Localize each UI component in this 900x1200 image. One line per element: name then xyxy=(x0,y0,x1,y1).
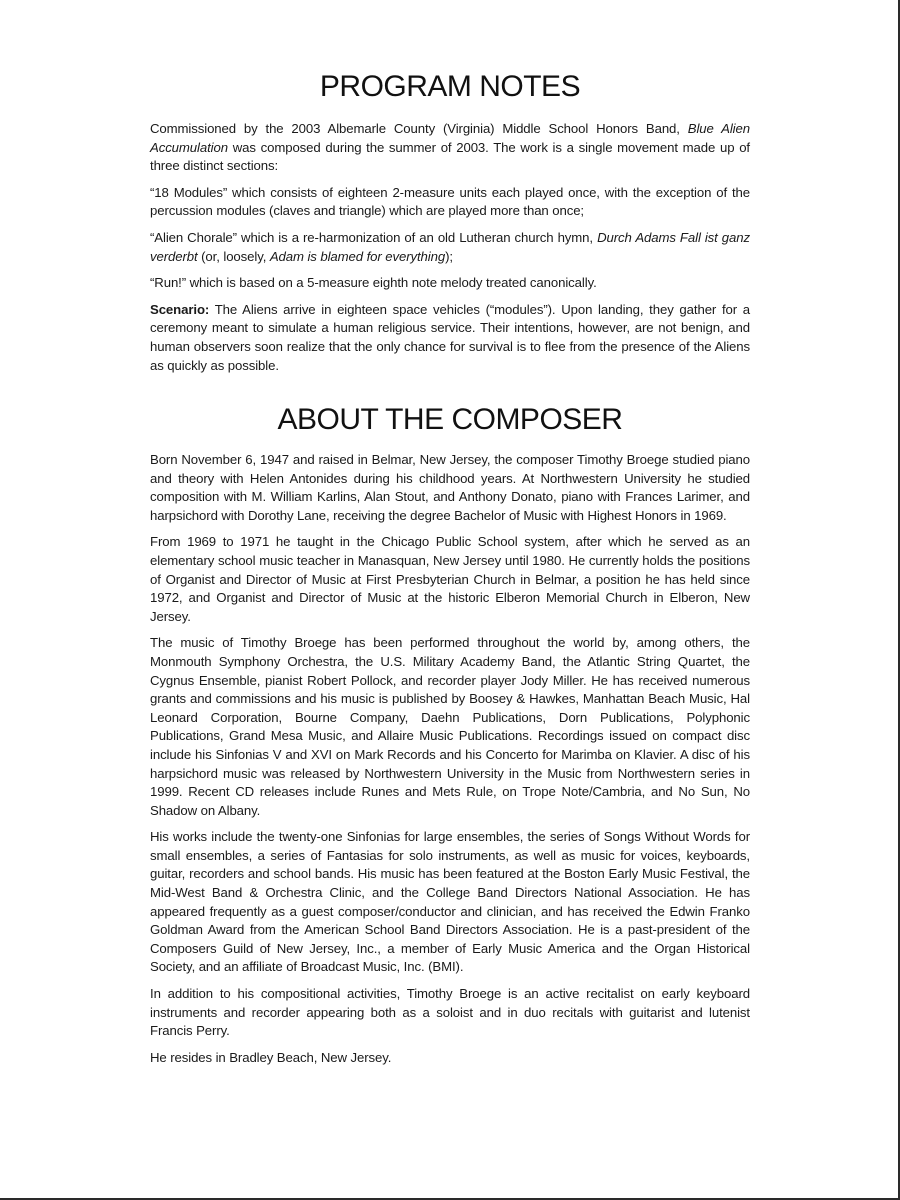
biography-paragraph-3: The music of Timothy Broege has been performed throughout the world by, among others, the Monmouth Symphony Orchestra, the U.S. Military Academy Band, the Atlantic String Quartet, the Cygnus Ensemble, pianist Robert Pollock, and recorder player Jody Miller. He has received numerous grants and commissions and his music is published by Boosey & Hawkes, Manhattan Beach Music, Hal Leonard Corporation, Bourne Company, Daehn Publications, Dorn Publications, Polyphonic Publications, Grand Mesa Music, and Allaire Music Publications. Recordings issued on compact disc include his Sinfonias V and XVI on Mark Records and his Concerto for Marimba on Klavier. A disc of his harpsichord music was released by Northwestern University in the Music from Northwestern series in 1999. Recent CD releases include Runes and Mets Rule, on Trope Note/Cambria, and No Sun, No Shadow on Albany. xyxy=(150,635,750,818)
biography-paragraph-6: He resides in Bradley Beach, New Jersey. xyxy=(150,1049,392,1065)
biography-paragraph-5: In addition to his compositional activities, Timothy Broege is an active recitalist on early keyboard instruments and recorder appearing both as a soloist and in duo recitals with guitarist and lutenist Francis Perry. xyxy=(150,986,750,1039)
hymn-translation: Adam is blamed for everything xyxy=(269,248,446,264)
chorale-text: “Alien Chorale” which is a re-harmonization of an old Lutheran church hymn, xyxy=(150,229,598,245)
section-modules-paragraph: “18 Modules” which consists of eighteen 2-measure units each played once, with the exception of the percussion modules (claves and triangle) which are played more than once; xyxy=(150,184,750,219)
composition-text: was composed during the summer of 2003. The work is a single movement made up of three distinct sections: xyxy=(150,139,750,174)
hymn-title: Durch Adams Fall ist ganz verderbt xyxy=(150,229,750,264)
section-run-paragraph: “Run!” which is based on a 5-measure eighth note melody treated canonically. xyxy=(150,275,597,291)
biography-paragraph-4: His works include the twenty-one Sinfonias for large ensembles, the series of Songs Without Words for small ensembles, a series of Fantasias for solo instruments, as well as music for voices, keyboards, guitar, recorders and school bands. His music has been featured at the Boston Early Music Festival, the Mid-West Band & Orchestra Clinic, and the College Band Directors National Association. He has appeared frequently as a guest composer/conductor and clinician, and has received the Edwin Franko Goldman Award from the American School Band Directors Association. He is a past-president of the Composers Guild of New Jersey, Inc., a member of Early Music America and the Organ Historical Society, and an affiliate of Broadcast Music, Inc. (BMI). xyxy=(150,829,750,975)
biography-paragraph-2: From 1969 to 1971 he taught in the Chicago Public School system, after which he served as an elementary school music teacher in Manasquan, New Jersey until 1980. He currently holds the positions of Organist and Director of Music at First Presbyterian Church in Belmar, a position he has held since 1972, and Organist and Director of Music at the historic Elberon Memorial Church in Elberon, New Jersey. xyxy=(150,534,750,624)
biography-paragraph-1: Born November 6, 1947 and raised in Belmar, New Jersey, the composer Timothy Broege studied piano and theory with Helen Antonides during his childhood years. At Northwestern University he studied composition with M. William Karlins, Alan Stout, and Anthony Donato, piano with Frances Larimer, and harpsichord with Dorothy Lane, receiving the degree Bachelor of Music with Highest Honors in 1969. xyxy=(150,452,750,523)
about-composer-heading: ABOUT THE COMPOSER xyxy=(277,403,623,436)
commission-text: Commissioned by the 2003 Albemarle County (Virginia) Middle School Honors Band, xyxy=(150,121,680,136)
chorale-text-2: (or, loosely, xyxy=(197,248,270,264)
scenario-paragraph xyxy=(150,301,750,375)
about-composer-section xyxy=(150,403,750,1075)
work-title: Blue Alien Accumulation xyxy=(150,121,750,155)
program-notes-section xyxy=(150,70,750,383)
program-notes-paragraph-1 xyxy=(150,120,750,176)
scenario-text: The Aliens arrive in eighteen space vehicles (“modules”). Upon landing, they gather for a ceremony meant to simulate a human religious service. Their intentions, however, are not benign, and human observers soon realize that the only chance for survival is to flee from the presence of the Aliens as quickly as possible. xyxy=(150,301,750,373)
section-chorale-paragraph xyxy=(150,229,750,266)
chorale-text-3: ); xyxy=(445,248,453,264)
program-notes-heading: PROGRAM NOTES xyxy=(319,70,581,103)
scenario-label: Scenario: xyxy=(150,301,210,317)
